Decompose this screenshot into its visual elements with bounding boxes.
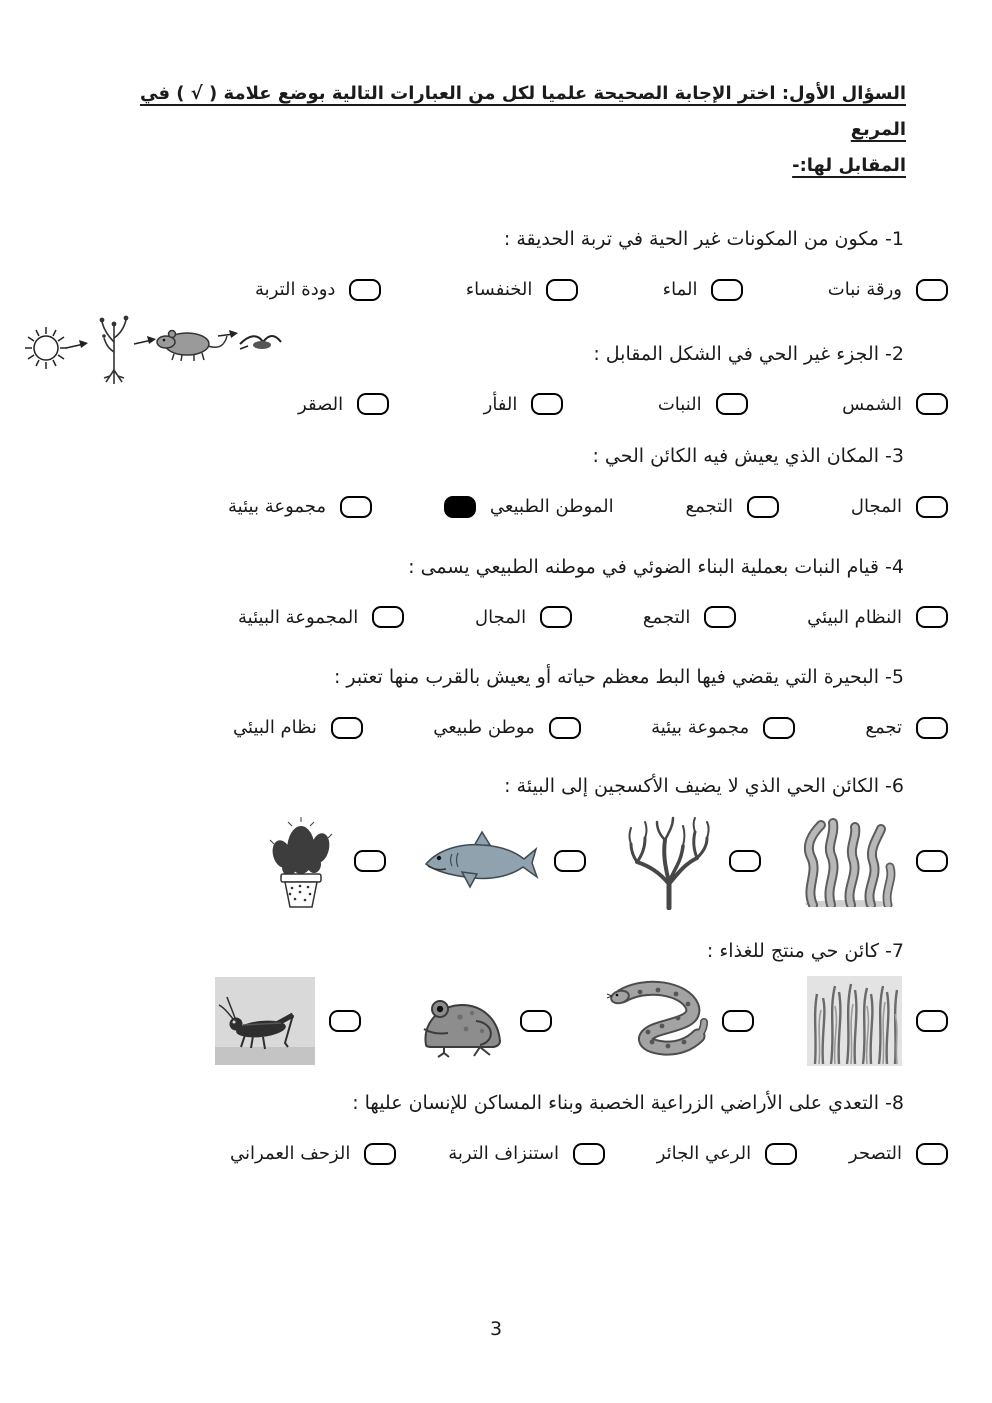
answer-row [233, 717, 948, 739]
answer-label: المجال [850, 496, 902, 518]
question-number: 6- [885, 774, 904, 797]
question-title [88, 1090, 904, 1117]
answer-option [233, 717, 363, 739]
answer-checkbox[interactable] [916, 850, 948, 872]
answer-label: التصحر [848, 1143, 902, 1165]
answer-checkbox[interactable] [747, 496, 779, 518]
answer-option [658, 393, 748, 415]
answer-row [228, 496, 948, 518]
answer-option [606, 980, 754, 1062]
answer-checkbox[interactable] [372, 606, 404, 628]
question-6 [0, 773, 992, 910]
answer-label: ورقة نبات [827, 279, 902, 301]
question-text: الكائن الحي الذي لا يضيف الأكسجين إلى البيئة : [504, 774, 879, 797]
answer-checkbox[interactable] [916, 1143, 948, 1165]
question-3 [0, 443, 992, 518]
answer-label: المجموعة البيئية [238, 606, 359, 628]
answer-checkbox[interactable] [722, 1010, 754, 1032]
question-title [88, 773, 904, 800]
answer-option [797, 815, 948, 907]
answer-label: الزحف العمراني [230, 1143, 351, 1165]
answer-option [807, 976, 948, 1066]
answer-option [230, 1143, 396, 1165]
answer-label: التجمع [642, 606, 691, 628]
answer-label: التجمع [685, 496, 734, 518]
header-line-1: السؤال الأول: اختر الإجابة الصحيحة علميا لكل من العبارات التالية بوضع علامة ( √ ) في المربع [140, 83, 906, 140]
answer-checkbox[interactable] [916, 279, 948, 301]
answer-option [657, 1143, 797, 1165]
answer-option [484, 393, 564, 415]
answer-row [238, 606, 948, 628]
answer-checkbox[interactable] [540, 606, 572, 628]
answer-checkbox[interactable] [916, 606, 948, 628]
question-title [88, 443, 904, 470]
question-1 [0, 226, 992, 301]
answer-label: الشمس [842, 393, 902, 415]
answer-label: النبات [657, 393, 702, 415]
question-title [88, 554, 904, 581]
answer-checkbox[interactable] [354, 850, 386, 872]
answer-row [298, 393, 948, 415]
answer-checkbox[interactable] [916, 1010, 948, 1032]
answer-option [262, 812, 386, 910]
answer-checkbox[interactable] [716, 393, 748, 415]
answer-label: الماء [662, 279, 698, 301]
answer-row [255, 279, 948, 301]
answer-checkbox[interactable] [520, 1010, 552, 1032]
answer-option [433, 717, 581, 739]
question-text: كائن حي منتج للغذاء : [706, 939, 879, 962]
answer-label: الرعي الجائر [656, 1143, 752, 1165]
answer-checkbox[interactable] [349, 279, 381, 301]
answer-option [851, 496, 948, 518]
answer-label: مجموعة بيئية [651, 717, 750, 739]
answer-label: المجال [475, 606, 527, 628]
answer-checkbox[interactable] [704, 606, 736, 628]
answer-label: مجموعة بيئية [228, 496, 327, 518]
food-chain-icon [22, 292, 284, 392]
question-8 [0, 1090, 992, 1165]
header-line-2: المقابل لها:- [792, 155, 906, 176]
question-text: قيام النبات بعملية البناء الضوئي في موطنه الطبيعي يسمى : [408, 555, 879, 578]
answer-option [238, 606, 404, 628]
question-number: 5- [885, 666, 904, 689]
question-7 [0, 938, 992, 1067]
answer-option [643, 606, 737, 628]
answer-checkbox[interactable] [331, 717, 363, 739]
answer-row [262, 812, 948, 910]
answer-label: موطن طبيعي [433, 717, 535, 739]
answer-checkbox[interactable] [729, 850, 761, 872]
question-number: 8- [885, 1092, 904, 1115]
question-text: المكان الذي يعيش فيه الكائن الحي : [592, 445, 879, 468]
cactus-icon [262, 812, 340, 910]
question-title [88, 938, 904, 965]
page-number: 3 [489, 1318, 503, 1340]
question-text: التعدي على الأراضي الزراعية الخصبة وبناء المساكن للإنسان عليها : [352, 1092, 879, 1115]
question-number: 4- [885, 555, 904, 578]
answer-checkbox[interactable] [765, 1143, 797, 1165]
answer-label: الموطن الطبيعي [489, 496, 614, 518]
answer-checkbox[interactable] [546, 279, 578, 301]
question-text: البحيرة التي يقضي فيها البط معظم حياته أو يعيش بالقرب منها تعتبر : [333, 666, 879, 689]
answer-option [849, 1143, 948, 1165]
answer-option [842, 393, 948, 415]
answer-checkbox[interactable] [916, 496, 948, 518]
answer-row [215, 976, 948, 1066]
answer-label: النظام البيئي [807, 606, 902, 628]
frog-icon [414, 983, 506, 1059]
answer-checkbox[interactable] [357, 393, 389, 415]
answer-option [828, 279, 948, 301]
food-chain-figure [22, 292, 284, 392]
answer-checkbox[interactable] [444, 496, 476, 518]
answer-label: دودة التربة [255, 279, 336, 301]
answer-checkbox[interactable] [364, 1143, 396, 1165]
answer-checkbox[interactable] [916, 393, 948, 415]
question-title [88, 664, 904, 691]
answer-label: الصقر [298, 393, 344, 415]
question-5 [0, 664, 992, 739]
answer-option [807, 606, 948, 628]
question-text: مكون من المكونات غير الحية في تربة الحديقة : [503, 228, 879, 250]
answer-option [686, 496, 780, 518]
shark-icon [422, 830, 540, 892]
answer-option [475, 606, 572, 628]
answer-option [414, 983, 552, 1059]
answer-checkbox[interactable] [554, 850, 586, 872]
answer-option [466, 279, 579, 301]
answer-option [865, 717, 948, 739]
question-number: 2- [885, 342, 904, 365]
question-text: الجزء غير الحي في الشكل المقابل : [593, 342, 879, 365]
branched-algae-icon [623, 812, 715, 910]
answer-option [651, 717, 795, 739]
answer-option [298, 393, 389, 415]
answer-label: نظام البيئي [233, 717, 317, 739]
answer-checkbox[interactable] [329, 1010, 361, 1032]
grass-icon [807, 976, 902, 1066]
answer-option [215, 977, 361, 1065]
seaweed-icon [797, 815, 902, 907]
answer-label: الفأر [483, 393, 518, 415]
answer-checkbox[interactable] [916, 717, 948, 739]
answer-option [228, 496, 372, 518]
answer-label: الخنفساء [465, 279, 533, 301]
question-title [88, 226, 904, 253]
answer-option [448, 1143, 605, 1165]
answer-option [623, 812, 761, 910]
grasshopper-icon [215, 977, 315, 1065]
question-number: 7- [885, 939, 904, 962]
answer-checkbox[interactable] [763, 717, 795, 739]
answer-option [444, 496, 614, 518]
question-number: 1- [885, 228, 904, 250]
answer-checkbox[interactable] [573, 1143, 605, 1165]
answer-label: استنزاف التربة [448, 1143, 559, 1165]
question-number: 3- [885, 445, 904, 468]
snake-icon [606, 980, 708, 1062]
answer-checkbox[interactable] [340, 496, 372, 518]
answer-option [422, 830, 586, 892]
answer-label: تجمع [865, 717, 902, 739]
answer-checkbox[interactable] [711, 279, 743, 301]
answer-checkbox[interactable] [549, 717, 581, 739]
question-4 [0, 554, 992, 629]
answer-option [663, 279, 744, 301]
question-header [0, 0, 992, 184]
answer-row [230, 1143, 948, 1165]
answer-checkbox[interactable] [531, 393, 563, 415]
